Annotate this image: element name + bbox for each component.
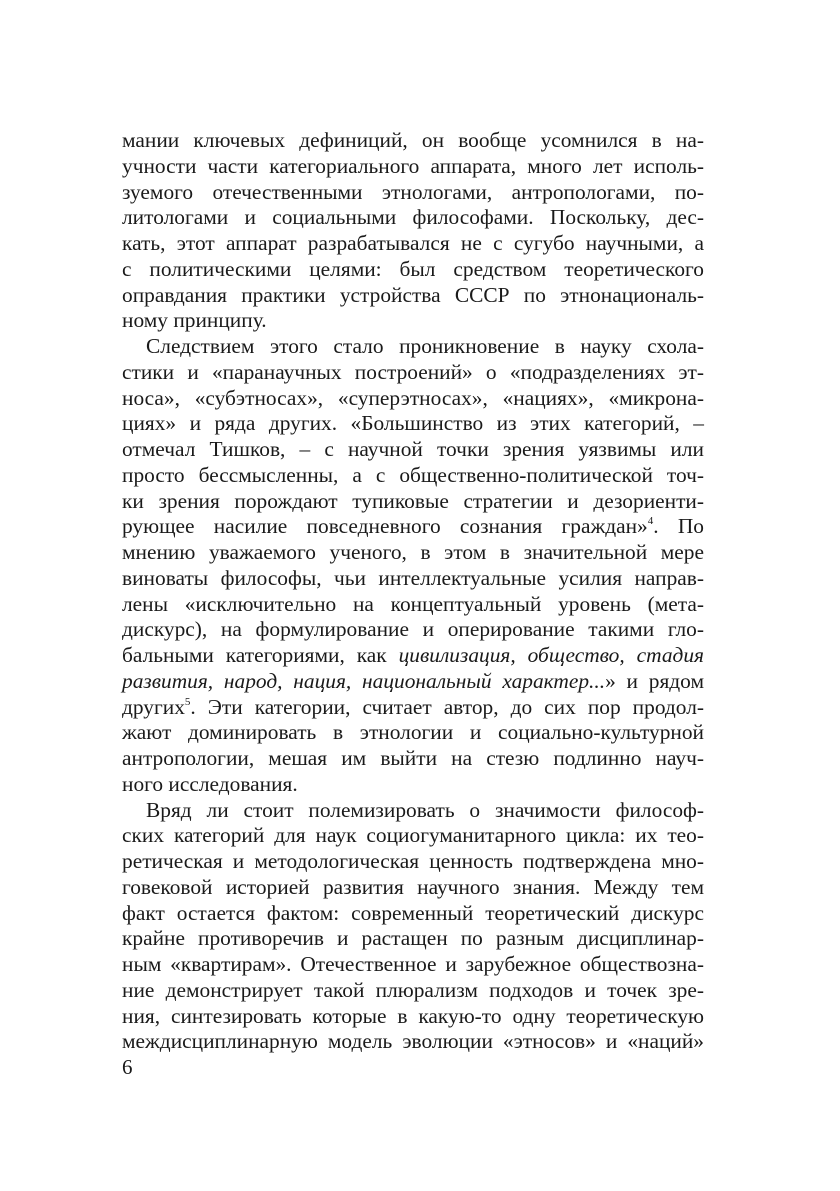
text-line bbox=[122, 514, 704, 540]
italic-terms: развития, народ, нация, национальный характер... bbox=[122, 668, 606, 693]
text-line: мнению уважаемого ученого, в этом в значительной мере bbox=[122, 540, 704, 564]
page-number: 6 bbox=[122, 1055, 133, 1079]
text-line: просто бессмысленны, а с общественно-политической точ- bbox=[122, 462, 704, 487]
text-line: отмечал Тишков, – с научной точки зрения уязвимы или bbox=[122, 437, 704, 461]
text-line: учности части категориального аппарата, много лет исполь- bbox=[122, 153, 704, 178]
footnote-ref: 4 bbox=[647, 515, 654, 528]
text-line: ному принципу. bbox=[122, 308, 267, 333]
text-line-part: бальными категориями, как bbox=[122, 643, 387, 667]
text-line: ным «квартирам». Отечественное и зарубежное обществозна- bbox=[122, 952, 704, 976]
text-line: междисциплинарную модель эволюции «этносов» и «наций» bbox=[122, 1029, 704, 1054]
text-line: ного исследования. bbox=[122, 771, 298, 796]
text-line: Следствием этого стало проникновение в науку схола- bbox=[146, 334, 704, 358]
text-line: ние демонстрирует такой плюрализм подходов и точек зре- bbox=[122, 977, 704, 1002]
text-line-part: других bbox=[122, 694, 185, 719]
text-line: Вряд ли стоит полемизировать о значимости философ- bbox=[146, 797, 704, 822]
text-line-part: » и рядом bbox=[605, 668, 704, 693]
text-line: лены «исключительно на концептуальный уровень (мета- bbox=[122, 591, 704, 616]
page-body bbox=[122, 128, 704, 1055]
text-line: ретическая и методологическая ценность подтверждена мно- bbox=[122, 849, 704, 873]
text-line-part: . Эти категории, считает автор, до сих пор продол- bbox=[190, 694, 704, 719]
text-line: говековой историей развития научного знания. Между тем bbox=[122, 874, 704, 899]
text-line: зуемого отечественными этнологами, антропологами, по- bbox=[122, 179, 704, 204]
text-line: антропологии, мешая им выйти на стезю подлинно науч- bbox=[122, 746, 704, 770]
text-line: виноваты философы, чьи интеллектуальные усилия направ- bbox=[122, 565, 704, 590]
text-line: оправдания практики устройства СССР по этнонациональ- bbox=[122, 282, 704, 307]
text-line: с политическими целями: был средством теоретического bbox=[122, 256, 704, 281]
text-line bbox=[122, 669, 704, 695]
text-line bbox=[122, 695, 704, 721]
text-line-part: . По bbox=[653, 514, 704, 539]
text-line: литологами и социальными философами. Поскольку, дес- bbox=[122, 205, 704, 230]
text-line: жают доминировать в этнологии и социально-культурной bbox=[122, 720, 704, 745]
text-line: дискурс), на формулирование и оперирование такими гло- bbox=[122, 617, 704, 642]
text-line: ки зрения порождают тупиковые стратегии и дезориенти- bbox=[122, 488, 704, 513]
text-line: стики и «паранаучных построений» о «подразделениях эт- bbox=[122, 359, 704, 384]
text-line bbox=[122, 643, 704, 669]
italic-terms: цивилизация, общество, стадия bbox=[398, 643, 704, 667]
text-line: мании ключевых дефиниций, он вообще усомнился в на- bbox=[122, 128, 704, 152]
text-line: ских категорий для наук социогуманитарного цикла: их тео- bbox=[122, 823, 704, 848]
text-line: носа», «субэтносах», «суперэтносах», «нациях», «микрона- bbox=[122, 385, 704, 410]
text-line: факт остается фактом: современный теоретический дискурс bbox=[122, 900, 704, 925]
text-line: крайне противоречив и растащен по разным дисциплинар- bbox=[122, 926, 704, 951]
text-line: циях» и ряда других. «Большинство из этих категорий, – bbox=[122, 411, 704, 436]
text-line-part: рующее насилие повседневного сознания граждан» bbox=[122, 514, 648, 539]
footnote-ref: 5 bbox=[184, 695, 191, 708]
text-line: ния, синтезировать которые в какую-то одну теоретическую bbox=[122, 1003, 704, 1028]
text-line: кать, этот аппарат разрабатывался не с сугубо научными, а bbox=[122, 231, 704, 255]
